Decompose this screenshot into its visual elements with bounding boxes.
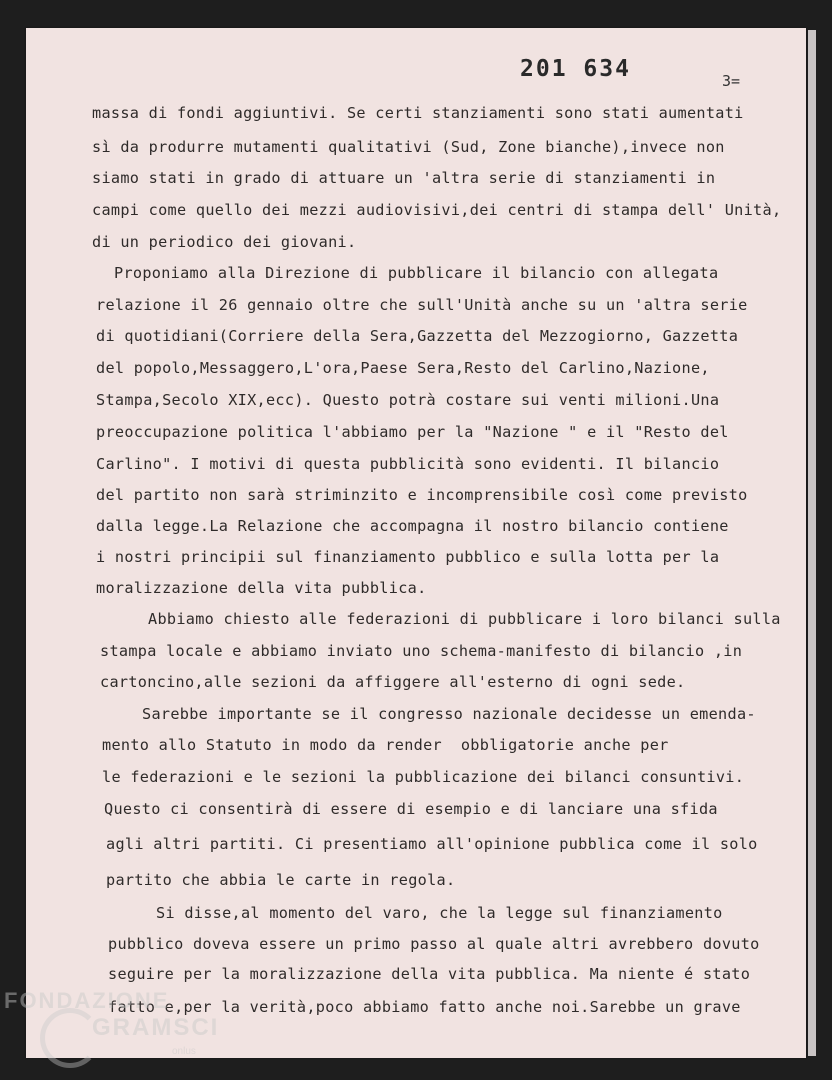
text-line: Proponiamo alla Direzione di pubblicare il bilancio con allegata bbox=[114, 264, 719, 282]
text-line: stampa locale e abbiamo inviato uno schema-manifesto di bilancio ,in bbox=[100, 642, 743, 660]
text-line: preoccupazione politica l'abbiamo per la "Nazione " e il "Resto del bbox=[96, 423, 729, 441]
text-line: agli altri partiti. Ci presentiamo all'opinione pubblica come il solo bbox=[106, 835, 758, 853]
watermark-line-2: GRAMSCI bbox=[92, 1014, 220, 1041]
text-line: mento allo Statuto in modo da render obbligatorie anche per bbox=[102, 736, 669, 754]
text-line: del popolo,Messaggero,L'ora,Paese Sera,Resto del Carlino,Nazione, bbox=[96, 359, 710, 377]
text-line: i nostri principii sul finanziamento pubblico e sulla lotta per la bbox=[96, 548, 720, 566]
text-line: Carlino". I motivi di questa pubblicità sono evidenti. Il bilancio bbox=[96, 455, 720, 473]
text-line: Abbiamo chiesto alle federazioni di pubblicare i loro bilanci sulla bbox=[148, 610, 781, 628]
text-line: pubblico doveva essere un primo passo al quale altri avrebbero dovuto bbox=[108, 935, 760, 953]
text-line: Si disse,al momento del varo, che la legge sul finanziamento bbox=[156, 904, 723, 922]
text-line: Stampa,Secolo XIX,ecc). Questo potrà costare sui venti milioni.Una bbox=[96, 391, 720, 409]
text-line: fatto e,per la verità,poco abbiamo fatto anche noi.Sarebbe un grave bbox=[108, 998, 741, 1016]
text-line: Sarebbe importante se il congresso nazionale decidesse un emenda- bbox=[142, 705, 756, 723]
watermark-logo-icon bbox=[40, 1008, 100, 1068]
text-line: relazione il 26 gennaio oltre che sull'Unità anche su un 'altra serie bbox=[96, 296, 748, 314]
text-line: seguire per la moralizzazione della vita pubblica. Ma niente é stato bbox=[108, 965, 751, 983]
paper-edge bbox=[808, 30, 816, 1056]
watermark-sub: onlus bbox=[172, 1046, 196, 1057]
text-line: di quotidiani(Corriere della Sera,Gazzetta del Mezzogiorno, Gazzetta bbox=[96, 327, 739, 345]
text-line: del partito non sarà striminzito e incomprensibile così come previsto bbox=[96, 486, 748, 504]
page-number: 201 634 bbox=[520, 56, 631, 82]
archive-watermark bbox=[4, 988, 220, 1057]
typewritten-page bbox=[26, 28, 806, 1058]
text-line: moralizzazione della vita pubblica. bbox=[96, 579, 427, 597]
text-line: dalla legge.La Relazione che accompagna il nostro bilancio contiene bbox=[96, 517, 729, 535]
text-line: cartoncino,alle sezioni da affiggere all'esterno di ogni sede. bbox=[100, 673, 686, 691]
text-line: siamo stati in grado di attuare un 'altra serie di stanziamenti in bbox=[92, 169, 716, 187]
page-mark: 3= bbox=[722, 72, 741, 90]
text-line: sì da produrre mutamenti qualitativi (Sud, Zone bianche),invece non bbox=[92, 138, 725, 156]
text-line: Questo ci consentirà di essere di esempio e di lanciare una sfida bbox=[104, 800, 718, 818]
text-line: di un periodico dei giovani. bbox=[92, 233, 357, 251]
watermark-line-1: FONDAZIONE bbox=[4, 988, 170, 1013]
text-line: partito che abbia le carte in regola. bbox=[106, 871, 456, 889]
text-line: massa di fondi aggiuntivi. Se certi stanziamenti sono stati aumentati bbox=[92, 104, 744, 122]
text-line: campi come quello dei mezzi audiovisivi,dei centri di stampa dell' Unità, bbox=[92, 201, 782, 219]
text-line: le federazioni e le sezioni la pubblicazione dei bilanci consuntivi. bbox=[102, 768, 745, 786]
